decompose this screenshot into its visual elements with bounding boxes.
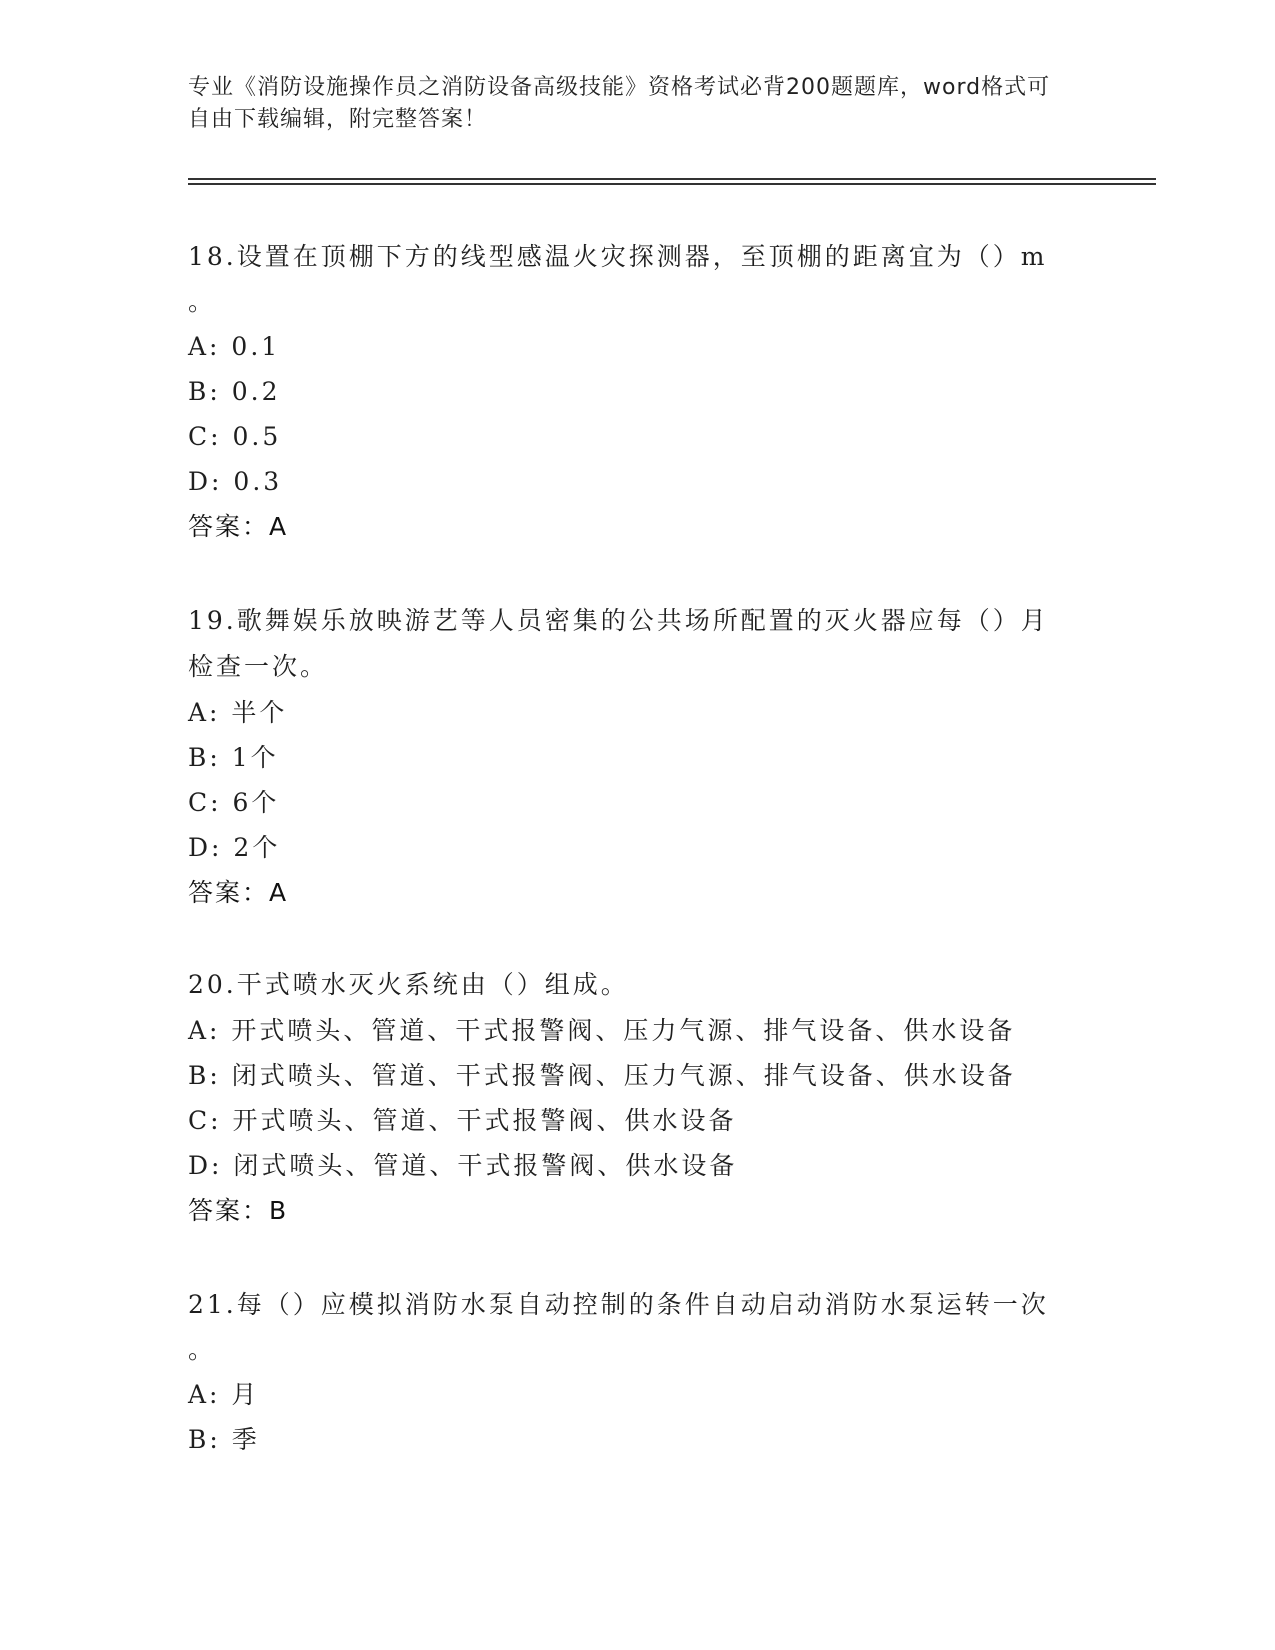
option-d: D: 0.3 xyxy=(188,467,283,496)
option-b: B: 闭式喷头、管道、干式报警阀、压力气源、排气设备、供水设备 xyxy=(188,1061,1016,1090)
option-a: A: 0.1 xyxy=(188,332,281,361)
question-20 xyxy=(188,962,1078,1234)
question-stem-tail: 。 xyxy=(188,1335,214,1364)
option-a: A: 半个 xyxy=(188,698,288,727)
answer: 答案：A xyxy=(188,512,289,541)
answer: 答案：B xyxy=(188,1196,289,1225)
option-a: A: 开式喷头、管道、干式报警阀、压力气源、排气设备、供水设备 xyxy=(188,1016,1016,1045)
option-b: B: 0.2 xyxy=(188,377,281,406)
question-21 xyxy=(188,1282,1078,1462)
option-b: B: 1个 xyxy=(188,743,279,772)
header-divider-bottom xyxy=(188,183,1156,185)
question-19 xyxy=(188,598,1078,916)
header-divider-top xyxy=(188,178,1156,180)
option-a: A: 月 xyxy=(188,1380,260,1409)
option-b: B: 季 xyxy=(188,1425,260,1454)
question-18 xyxy=(188,234,1078,550)
question-stem: 18.设置在顶棚下方的线型感温火灾探测器，至顶棚的距离宜为（）m xyxy=(188,242,1048,271)
question-stem: 19.歌舞娱乐放映游艺等人员密集的公共场所配置的灭火器应每（）月检查一次。 xyxy=(188,606,1049,681)
question-stem-tail: 。 xyxy=(188,287,214,316)
question-stem: 21.每（）应模拟消防水泵自动控制的条件自动启动消防水泵运转一次 xyxy=(188,1290,1049,1319)
option-d: D: 2个 xyxy=(188,833,281,862)
option-c: C: 0.5 xyxy=(188,422,282,451)
option-d: D: 闭式喷头、管道、干式报警阀、供水设备 xyxy=(188,1151,738,1180)
option-c: C: 6个 xyxy=(188,788,280,817)
option-c: C: 开式喷头、管道、干式报警阀、供水设备 xyxy=(188,1106,737,1135)
document-header: 专业《消防设施操作员之消防设备高级技能》资格考试必背200题题库，word格式可自由下载编辑，附完整答案！ xyxy=(188,75,1051,132)
question-stem: 20.干式喷水灭火系统由（）组成。 xyxy=(188,970,629,999)
answer: 答案：A xyxy=(188,878,289,907)
